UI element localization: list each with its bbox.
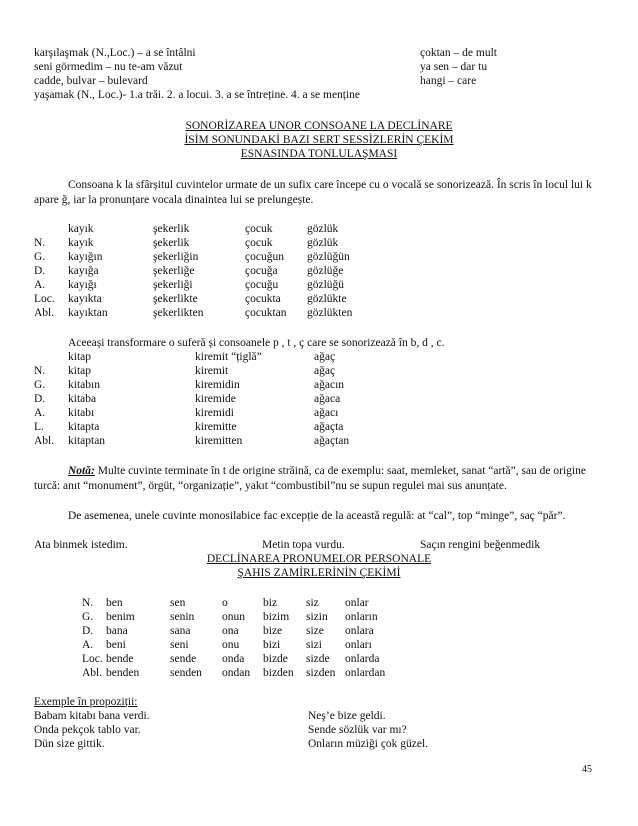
example-sentence: Onların müziği çok güzel.: [308, 738, 429, 750]
vocab-item: seni görmedim – nu te-am văzut: [34, 61, 183, 73]
table-cell: çocuğun: [245, 251, 284, 263]
table-cell: ona: [222, 625, 239, 637]
table-cell: bizde: [263, 653, 288, 665]
table-cell: şekerliğe: [153, 265, 195, 277]
table-cell: çocuk: [245, 237, 273, 249]
table-cell: ağaçta: [314, 421, 344, 433]
heading-line: ŞAHIS ZAMİRLERİNİN ÇEKİMİ: [237, 567, 401, 579]
table-cell: kiremide: [195, 393, 236, 405]
heading-line: ESNASINDA TONLULAŞMASI: [240, 148, 398, 160]
table-cell: ağaca: [314, 393, 341, 405]
heading-line: DECLİNAREA PRONUMELOR PERSONALE: [206, 553, 432, 565]
table-cell: ben: [106, 597, 123, 609]
table-cell: kitaba: [68, 393, 97, 405]
vocab-item: çoktan – de mult: [420, 47, 497, 59]
table-cell: kiremitten: [195, 435, 243, 447]
table-cell: senin: [170, 611, 195, 623]
table-cell: ağacı: [314, 407, 339, 419]
table-cell: sizden: [306, 667, 336, 679]
table-cell: gözlükte: [307, 293, 347, 305]
case-label: G.: [82, 611, 94, 623]
example-sentence: Saçın rengini beğenmedik: [420, 539, 541, 551]
table-cell: bizim: [263, 611, 290, 623]
table-cell: kitapta: [68, 421, 100, 433]
table-cell: ağaç: [314, 365, 336, 377]
vocab-item: karşılaşmak (N.,Loc.) – a se întâlni: [34, 47, 196, 59]
table-cell: kitap: [68, 365, 91, 377]
table-cell: kiremidin: [195, 379, 240, 391]
case-label: D.: [34, 265, 46, 277]
note-text: Multe cuvinte terminate în t de origine străină, ca de exemplu: saat, memleket, sanat “artă”, sau de origine turcă: anıt “monument”, örgüt, “organizație”, yakıt “combustibil”nu se supun regulei mai sus anunțate.: [34, 465, 586, 492]
vocab-item: yaşamak (N., Loc.)- 1.a trăi. 2. a locui. 3. a se întreține. 4. a se menține: [34, 89, 361, 101]
example-sentence: Sende sözlük var mı?: [308, 724, 407, 736]
paragraph-exceptions: De asemenea, unele cuvinte monosilabice fac excepție de la această regulă: at “cal”, top “minge”, saç “păr”.: [68, 510, 566, 522]
case-label: D.: [34, 393, 46, 405]
table-cell: kiremit: [195, 365, 229, 377]
table-cell: sizde: [306, 653, 330, 665]
table-cell: onda: [222, 653, 245, 665]
table-cell: onların: [345, 611, 378, 623]
table-cell: kitaptan: [68, 435, 106, 447]
table-cell: sizin: [306, 611, 328, 623]
table-cell: onun: [222, 611, 245, 623]
table-cell: onları: [345, 639, 372, 651]
case-label: N.: [34, 237, 46, 249]
table-cell: kitabı: [68, 407, 95, 419]
example-sentence: Metin topa vurdu.: [262, 539, 345, 551]
table-cell: o: [222, 597, 228, 609]
example-sentence: Babam kitabı bana verdi.: [34, 710, 150, 722]
case-label: G.: [34, 379, 46, 391]
table-cell: gözlüğe: [307, 265, 344, 277]
table-cell: bize: [263, 625, 283, 637]
case-label: Abl.: [34, 307, 55, 319]
example-sentence: Dün size gittik.: [34, 738, 105, 750]
case-label: N.: [82, 597, 94, 609]
case-label: L.: [34, 421, 44, 433]
table-cell: kayık: [68, 237, 94, 249]
table-cell: kitap: [68, 351, 91, 363]
table-cell: kitabın: [68, 379, 100, 391]
table-cell: onlardan: [345, 667, 386, 679]
case-label: D.: [82, 625, 94, 637]
table-cell: kayıktan: [68, 307, 108, 319]
example-sentence: Ata binmek istedim.: [34, 539, 128, 551]
table-cell: ağacın: [314, 379, 345, 391]
heading-line: İSİM SONUNDAKİ BAZI SERT SESSİZLERİN ÇEKİM: [184, 134, 454, 146]
table-cell: sende: [170, 653, 197, 665]
table-cell: sen: [170, 597, 186, 609]
table-cell: ağaçtan: [314, 435, 350, 447]
case-label: A.: [34, 407, 46, 419]
paragraph-consonants-ptc: Aceeași transformare o suferă și consoanele p , t , ç care se sonorizează în b, d , c.: [68, 337, 445, 349]
table-cell: kayığı: [68, 279, 97, 291]
table-cell: ağaç: [314, 351, 336, 363]
table-cell: siz: [306, 597, 319, 609]
table-cell: şekerlik: [153, 223, 190, 235]
table-cell: gözlüğün: [307, 251, 350, 263]
table-cell: gözlük: [307, 223, 339, 235]
table-cell: kayığa: [68, 265, 99, 277]
table-cell: biz: [263, 597, 278, 609]
table-cell: benden: [106, 667, 140, 679]
case-label: Abl.: [82, 667, 103, 679]
table-cell: size: [306, 625, 324, 637]
note-paragraph: [34, 464, 606, 494]
case-label: N.: [34, 365, 46, 377]
table-cell: onlara: [345, 625, 374, 637]
table-cell: kayık: [68, 223, 94, 235]
case-label: A.: [34, 279, 46, 291]
table-cell: gözlükten: [307, 307, 353, 319]
vocab-item: cadde, bulvar – bulevard: [34, 75, 148, 87]
table-cell: bizi: [263, 639, 281, 651]
table-cell: şekerliği: [153, 279, 193, 291]
table-cell: onlar: [345, 597, 369, 609]
table-cell: şekerlikte: [153, 293, 198, 305]
table-cell: onlarda: [345, 653, 380, 665]
vocab-item: ya sen – dar tu: [420, 61, 488, 73]
table-cell: seni: [170, 639, 189, 651]
table-cell: şekerlikten: [153, 307, 204, 319]
table-cell: şekerliğin: [153, 251, 199, 263]
page-number: 45: [582, 764, 592, 775]
table-cell: senden: [170, 667, 202, 679]
table-cell: sana: [170, 625, 191, 637]
table-cell: gözlüğü: [307, 279, 345, 291]
table-cell: bizden: [263, 667, 294, 679]
table-cell: benim: [106, 611, 135, 623]
table-cell: kayıkta: [68, 293, 102, 305]
table-cell: gözlük: [307, 237, 339, 249]
table-cell: şekerlik: [153, 237, 190, 249]
table-cell: kiremidi: [195, 407, 234, 419]
examples-title: Exemple în propoziții:: [34, 696, 138, 708]
paragraph-consonant-k: Consoana k la sfârșitul cuvintelor urmate de un sufix care începe cu o vocală se sonorizează. În scris în locul lui k apare ğ, iar la pronunțare vocala dinaintea lui se prelungește.: [34, 179, 592, 206]
table-cell: kiremit “țiglă”: [195, 351, 262, 363]
table-cell: sizi: [306, 639, 322, 651]
table-cell: çocuk: [245, 223, 273, 235]
table-cell: kayığın: [68, 251, 103, 263]
table-cell: çocuğu: [245, 279, 279, 291]
case-label: A.: [82, 639, 94, 651]
table-cell: beni: [106, 639, 126, 651]
table-cell: çocukta: [245, 293, 281, 305]
table-cell: bana: [106, 625, 128, 637]
case-label: G.: [34, 251, 46, 263]
example-sentence: Onda pekçok tablo var.: [34, 724, 141, 736]
example-sentence: Neş’e bize geldi.: [308, 710, 386, 722]
table-cell: kiremitte: [195, 421, 237, 433]
vocab-item: hangi – care: [420, 75, 477, 87]
heading-line: SONORİZAREA UNOR CONSOANE LA DECLİNARE: [185, 120, 453, 132]
table-cell: çocuktan: [245, 307, 287, 319]
table-cell: ondan: [222, 667, 251, 679]
case-label: Loc.: [34, 293, 55, 305]
case-label: Abl.: [34, 435, 55, 447]
case-label: Loc.: [82, 653, 103, 665]
table-cell: çocuğa: [245, 265, 278, 277]
note-label: Notă:: [68, 465, 95, 477]
table-cell: bende: [106, 653, 134, 665]
table-cell: onu: [222, 639, 240, 651]
